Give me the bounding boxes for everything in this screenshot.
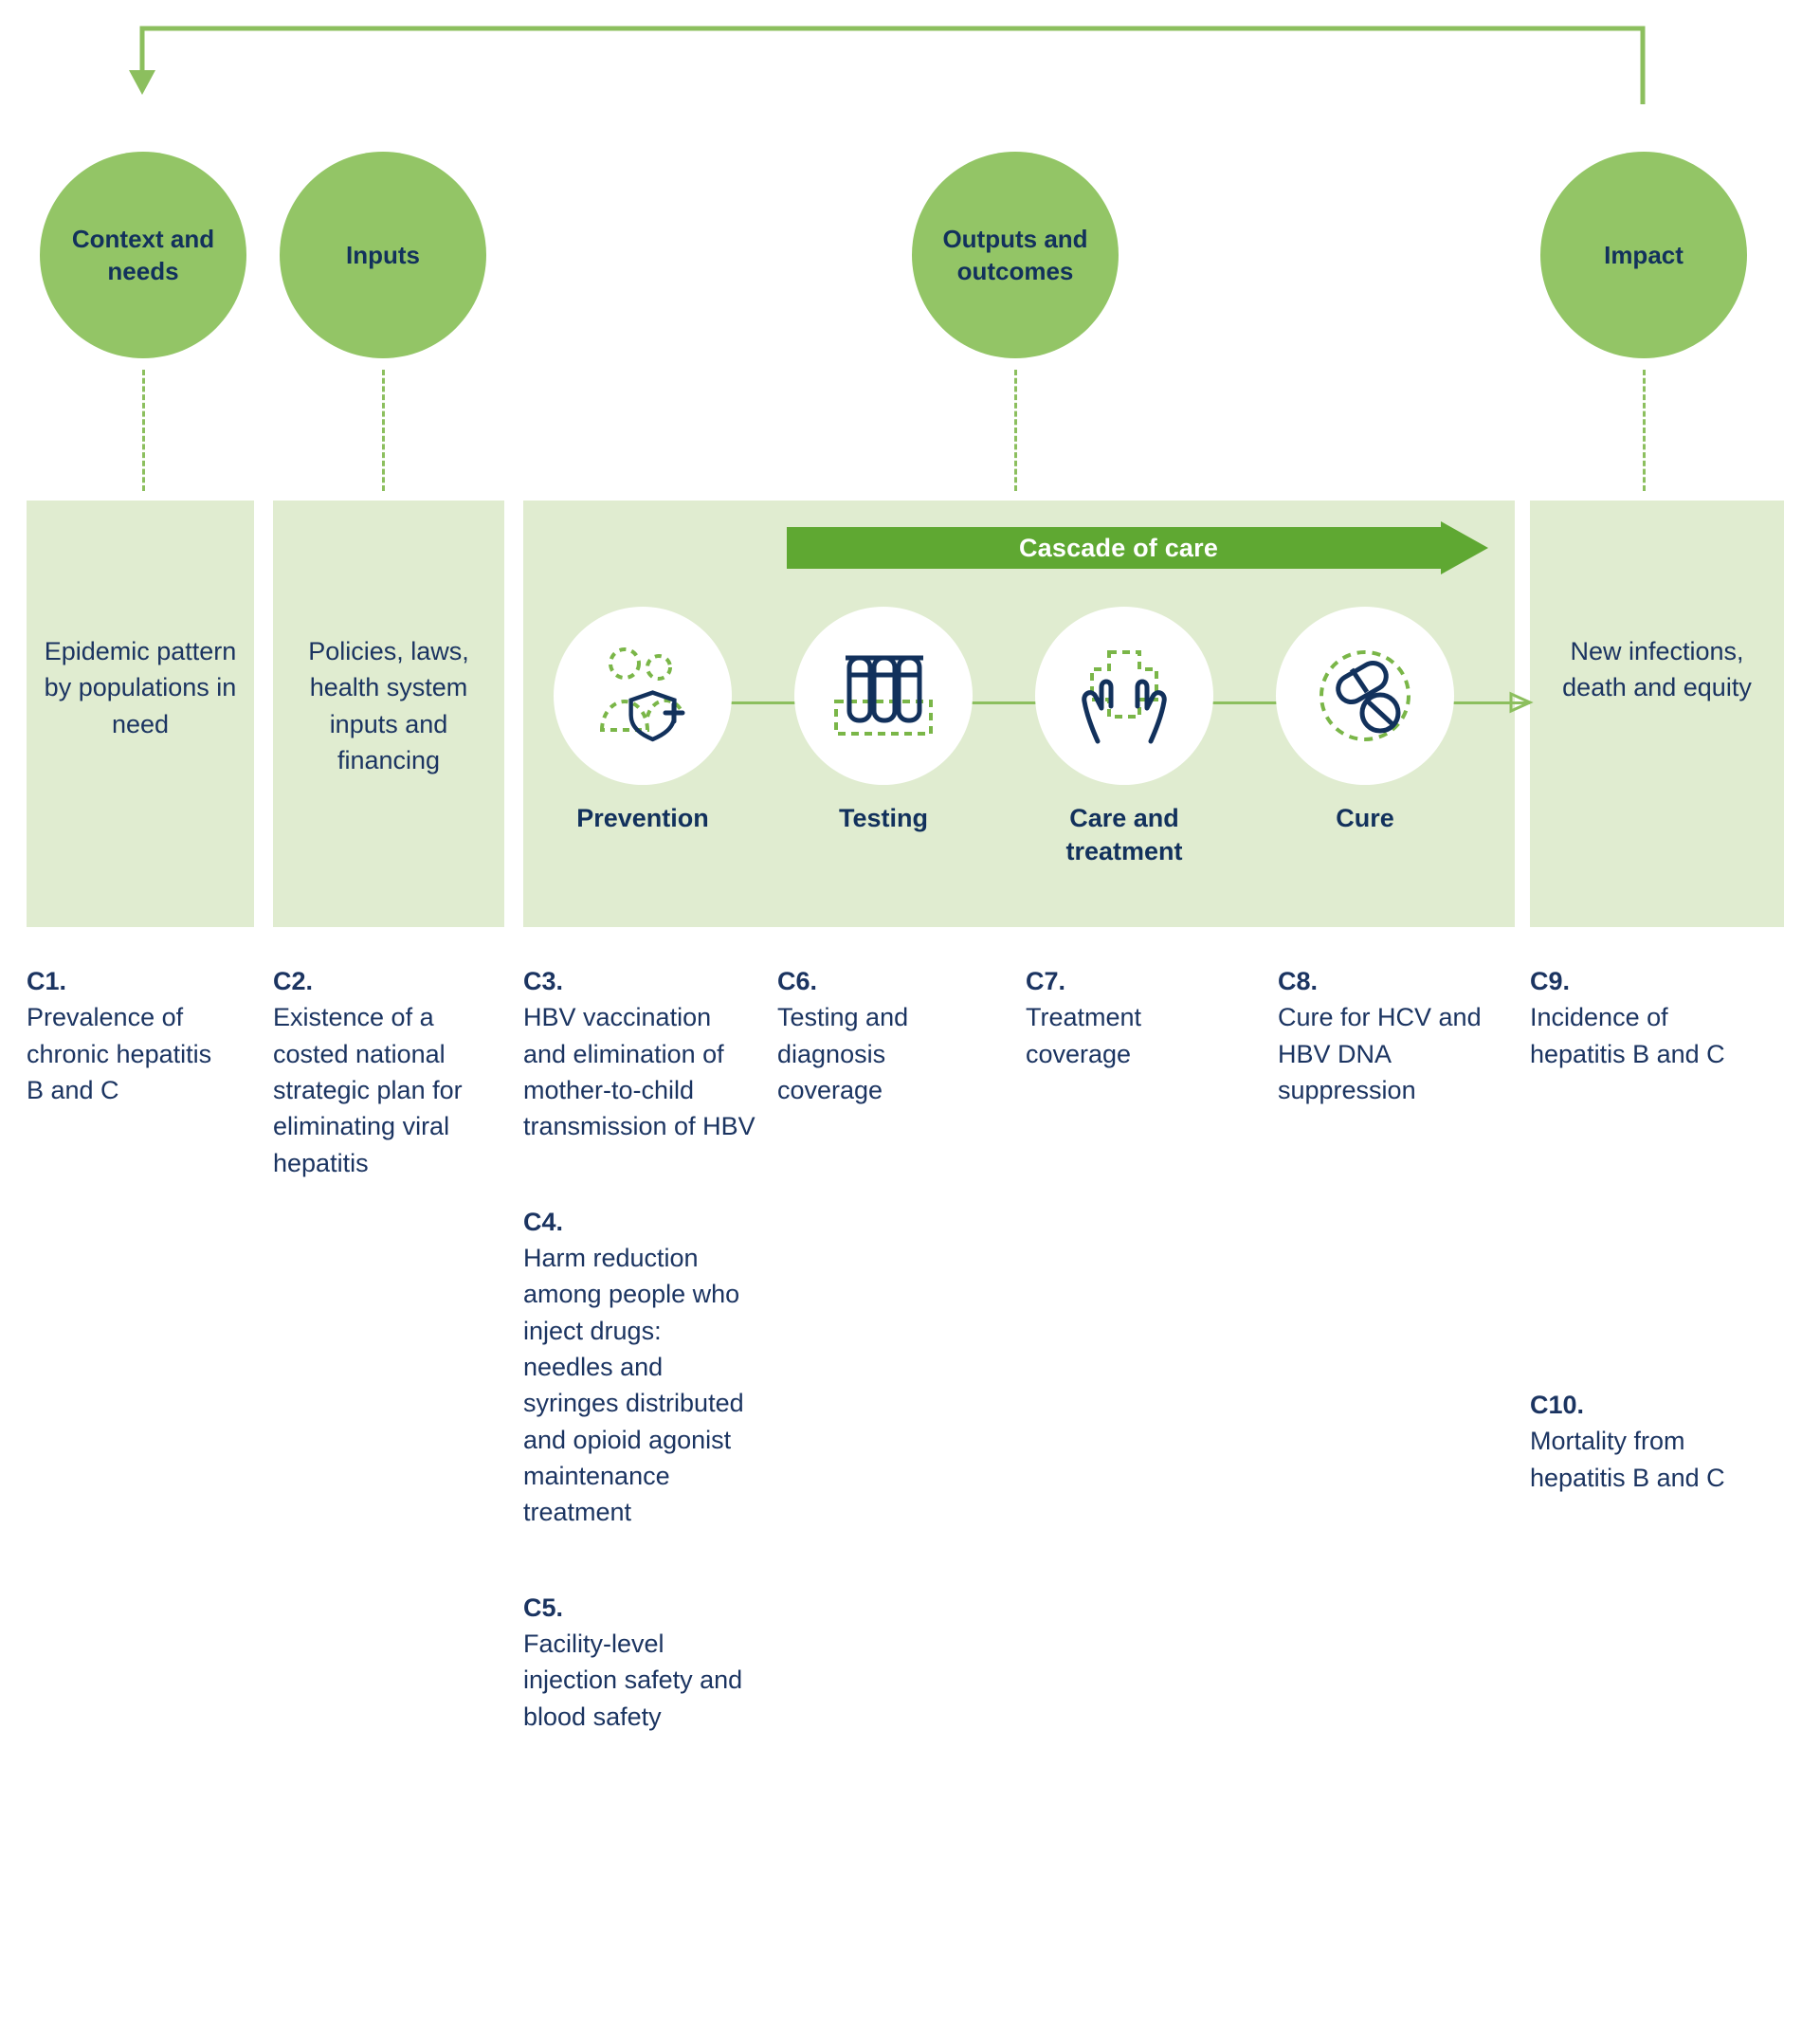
stage-connector-3: [1211, 701, 1278, 704]
indicator-c5-code: C5.: [523, 1593, 564, 1622]
indicator-c5-text: Facility-level injection safety and blood safety: [523, 1629, 743, 1731]
indicator-c7: [1026, 963, 1229, 1072]
stage-circle-inputs: [280, 152, 486, 358]
stage-label-care: Care and treatment: [1065, 804, 1183, 866]
circle-label-inputs: Inputs: [346, 240, 420, 269]
indicator-c2-text: Existence of a costed national strategic plan for eliminating viral hepatitis: [273, 1003, 463, 1177]
indicator-c3-code: C3.: [523, 967, 564, 995]
circle-label-context: Context and needs: [71, 224, 215, 285]
indicator-c9: [1530, 963, 1757, 1072]
indicator-column-context: [27, 963, 230, 1167]
stage-circle-context: [40, 152, 246, 358]
indicator-c3: [523, 963, 755, 1145]
feedback-loop-arrow: [0, 0, 1820, 114]
cascade-of-care-bar: [787, 521, 1488, 574]
connector-context: [142, 370, 145, 491]
indicator-c7-code: C7.: [1026, 967, 1066, 995]
indicator-column-testing: [777, 963, 981, 1167]
pills-icon: [1308, 643, 1422, 749]
indicator-c8-code: C8.: [1278, 967, 1319, 995]
indicator-c10: [1530, 1387, 1757, 1496]
indicator-column-impact: [1530, 963, 1757, 1555]
panel-impact: [1530, 501, 1784, 927]
indicator-c7-text: Treatment coverage: [1026, 1003, 1142, 1068]
panel-impact-text: New infections, death and equity: [1562, 637, 1752, 702]
test-tubes-icon: [827, 643, 940, 749]
indicator-c6-code: C6.: [777, 967, 818, 995]
cure-bubble: [1276, 607, 1454, 785]
stage-label-testing: Testing: [839, 804, 928, 832]
indicator-c1: [27, 963, 230, 1108]
indicator-c8: [1278, 963, 1494, 1108]
stage-label-prevention: Prevention: [576, 804, 709, 832]
circle-label-impact: Impact: [1604, 240, 1684, 269]
indicator-c1-code: C1.: [27, 967, 67, 995]
circle-label-outputs: Outputs and outcomes: [942, 224, 1088, 285]
stage-connector-1: [730, 701, 796, 704]
cascade-stage-testing: [794, 607, 973, 835]
column-spacer: [1530, 1131, 1757, 1387]
indicator-c5: [523, 1590, 755, 1735]
indicator-c9-text: Incidence of hepatitis B and C: [1530, 1003, 1725, 1068]
stage-circle-outputs: [912, 152, 1119, 358]
testing-bubble: [794, 607, 973, 785]
indicator-c1-text: Prevalence of chronic hepatitis B and C: [27, 1003, 212, 1104]
cascade-of-care-label: Cascade of care: [1018, 533, 1219, 562]
stage-label-cure: Cure: [1336, 804, 1394, 832]
indicator-c4: [523, 1204, 755, 1531]
indicator-c6-text: Testing and diagnosis coverage: [777, 1003, 909, 1104]
indicator-column-prevention: [523, 963, 755, 1793]
indicator-c10-text: Mortality from hepatitis B and C: [1530, 1427, 1725, 1492]
indicator-column-inputs: [273, 963, 493, 1240]
care-bubble: [1035, 607, 1213, 785]
prevention-bubble: [554, 607, 732, 785]
indicator-column-care: [1026, 963, 1229, 1131]
stage-connector-2: [971, 701, 1037, 704]
indicator-c2-code: C2.: [273, 967, 314, 995]
panel-inputs: [273, 501, 504, 927]
indicator-c8-text: Cure for HCV and HBV DNA suppression: [1278, 1003, 1482, 1104]
indicator-c10-code: C10.: [1530, 1390, 1585, 1419]
connector-impact: [1643, 370, 1646, 491]
cascade-stage-care-and-treatment: [1035, 607, 1213, 868]
panel-inputs-text: Policies, laws, health system inputs and financing: [308, 637, 469, 774]
people-shield-icon: [583, 643, 702, 749]
indicator-c2: [273, 963, 493, 1181]
hands-cross-icon: [1065, 643, 1183, 749]
indicator-c3-text: HBV vaccination and elimination of mother-to-child transmission of HBV: [523, 1003, 755, 1141]
indicator-c4-text: Harm reduction among people who inject drugs: needles and syringes distributed and opioid agonist maintenance treatment: [523, 1243, 744, 1527]
indicator-c4-code: C4.: [523, 1207, 564, 1236]
panel-context-text: Epidemic pattern by populations in need: [44, 637, 237, 738]
stage-flow-arrow-icon: [1509, 690, 1534, 715]
indicator-c9-code: C9.: [1530, 967, 1571, 995]
panel-context: [27, 501, 254, 927]
cascade-stage-prevention: [554, 607, 732, 835]
cascade-stage-cure: [1276, 607, 1454, 835]
stage-circle-impact: [1540, 152, 1747, 358]
connector-outputs: [1014, 370, 1017, 491]
indicator-column-cure: [1278, 963, 1494, 1167]
connector-inputs: [382, 370, 385, 491]
indicator-c6: [777, 963, 981, 1108]
